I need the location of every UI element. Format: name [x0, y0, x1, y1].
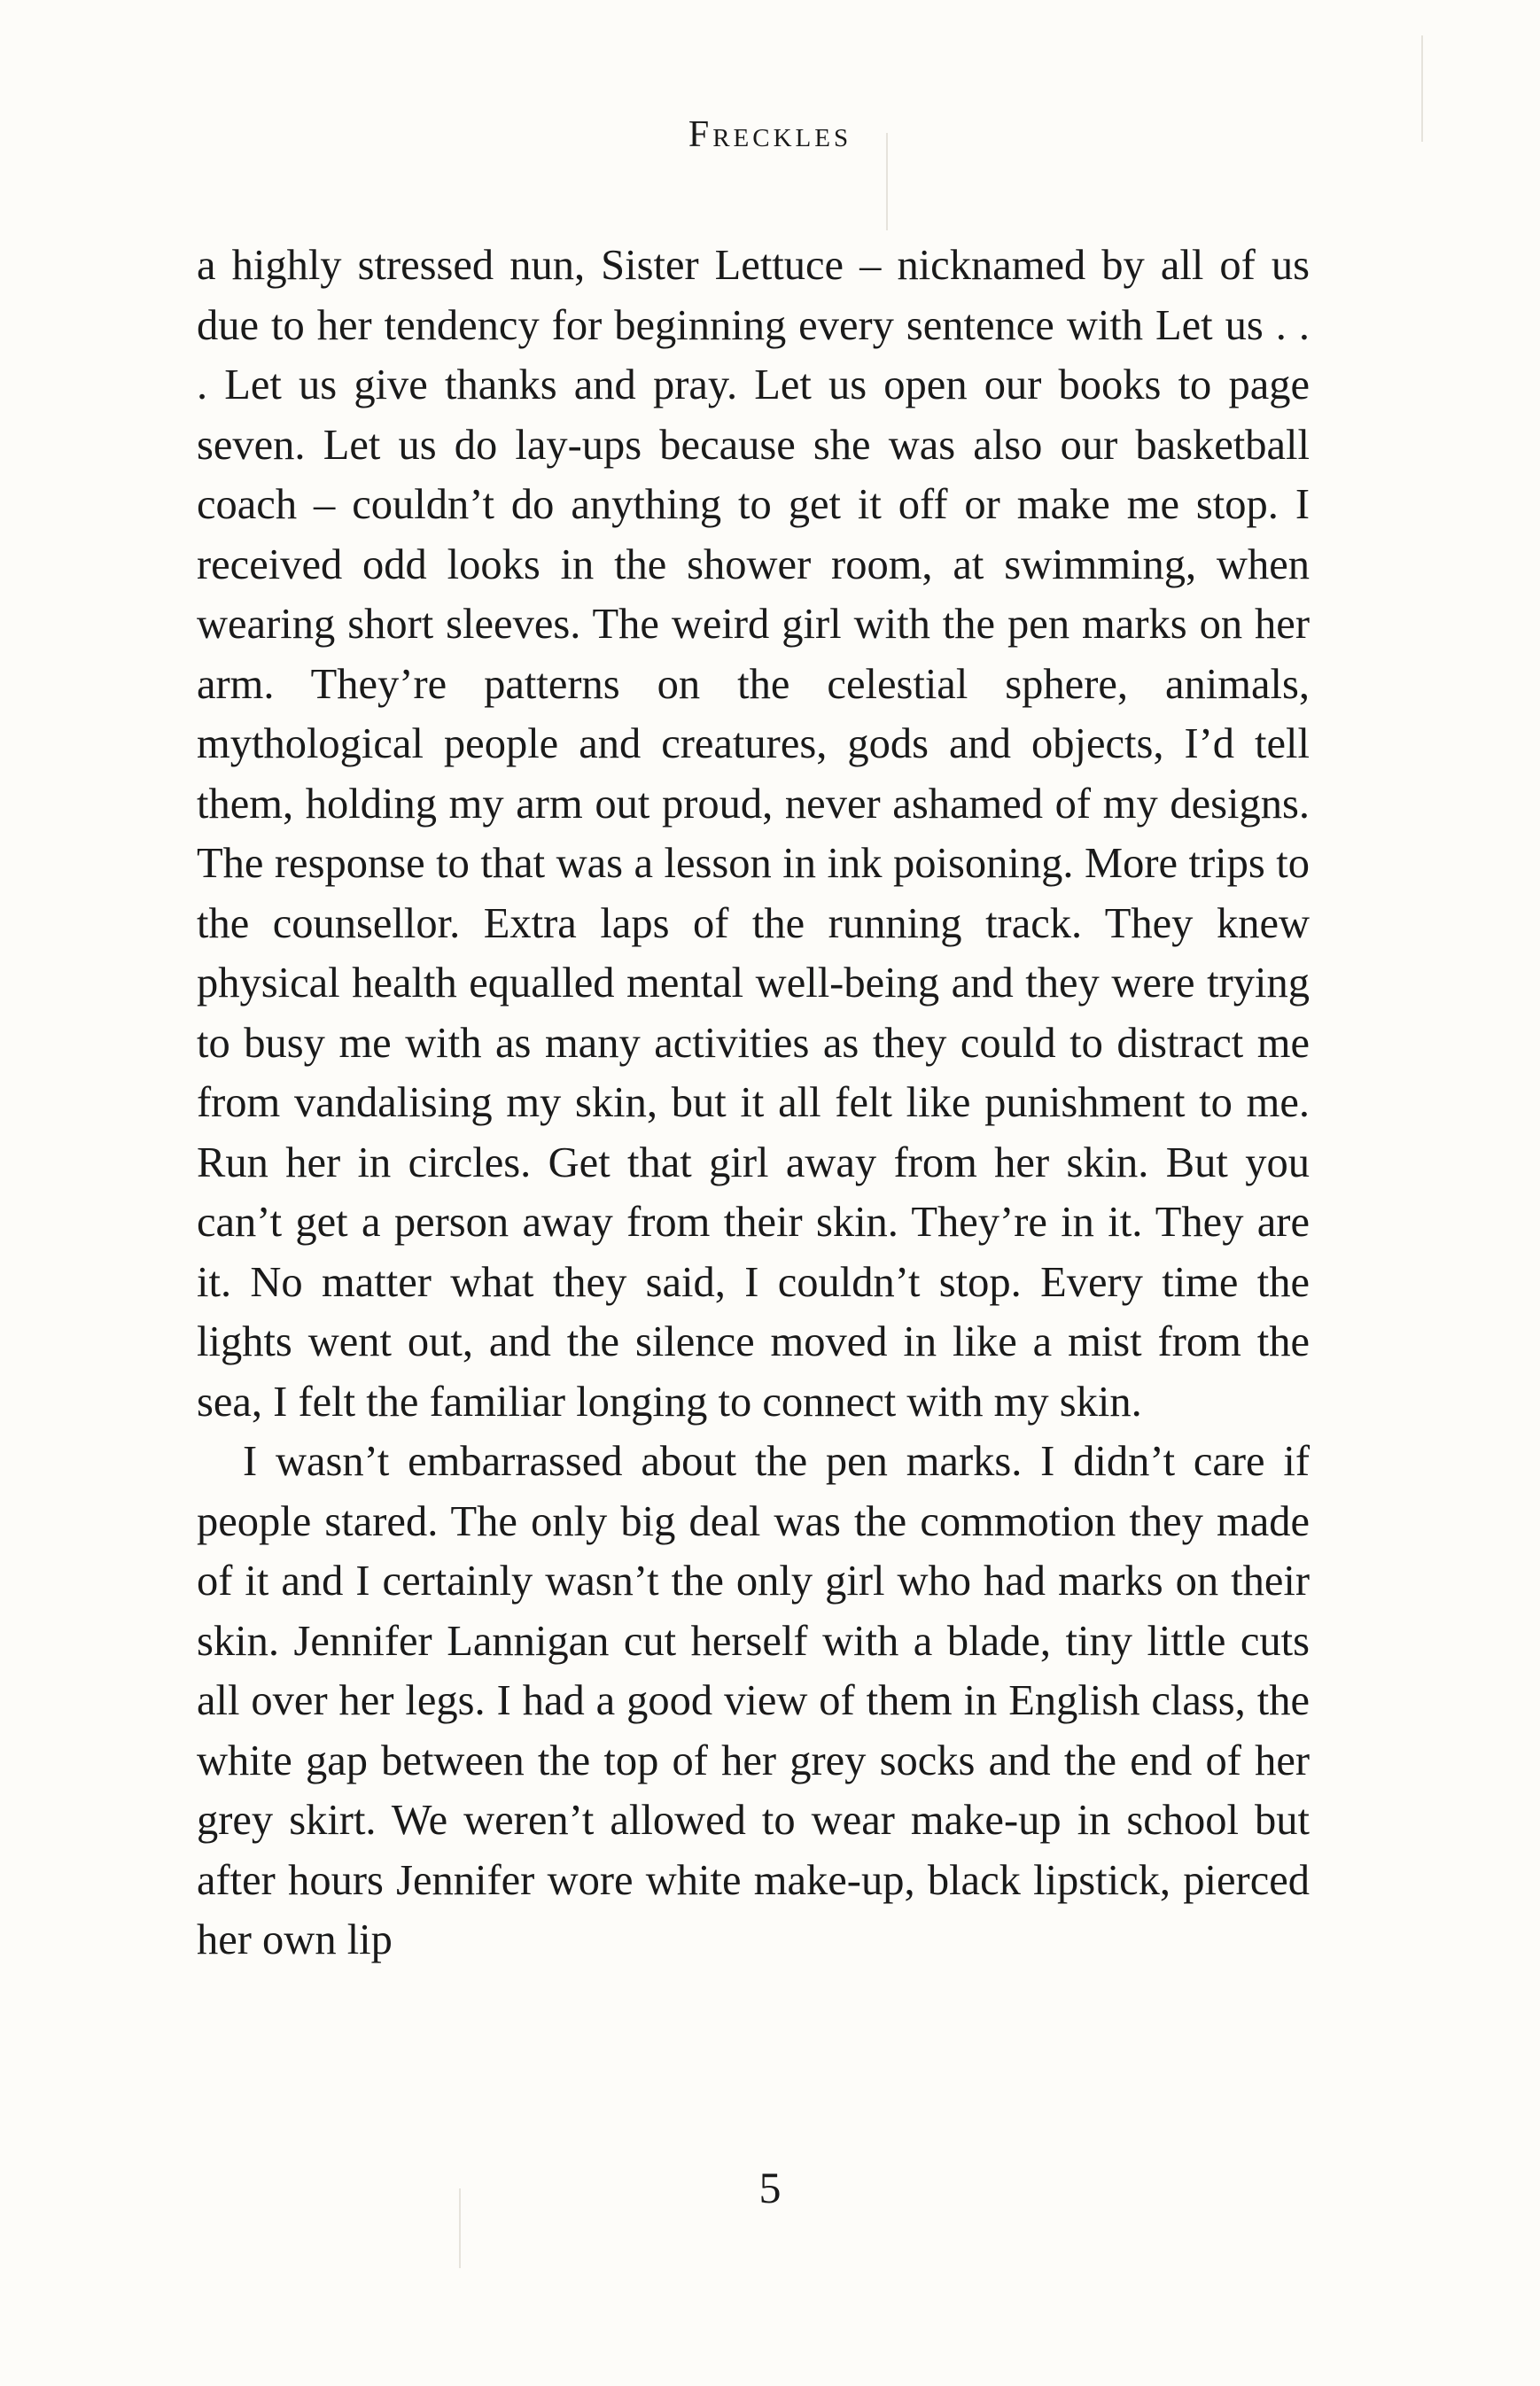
scan-mark	[459, 2188, 461, 2268]
body-text	[197, 236, 1310, 1970]
scan-mark	[1421, 35, 1423, 142]
running-head: Freckles	[688, 114, 852, 155]
page-number: 5	[758, 2163, 782, 2212]
scan-mark	[886, 133, 888, 230]
paragraph-1: a highly stressed nun, Sister Lettuce – nicknamed by all of us due to her tendency for beginning every sentence with Let us . . . Let us give thanks and pray. Let us open our books to page seven. Let us do lay-ups because she was also our basketball coach – couldn’t do anything to get it off or make me stop. I received odd looks in the shower room, at swimming, when wearing short sleeves. The weird girl with the pen marks on her arm. They’re patterns on the celestial sphere, animals, mythological people and creatures, gods and objects, I’d tell them, holding my arm out proud, never ashamed of my designs. The response to that was a lesson in ink poisoning. More trips to the counsellor. Extra laps of the running track. They knew physical health equalled mental well-being and they were trying to busy me with as many activities as they could to distract me from vandalising my skin, but it all felt like punishment to me. Run her in circles. Get that girl away from her skin. But you can’t get a person away from their skin. They’re in it. They are it. No matter what they said, I couldn’t stop. Every time the lights went out, and the silence moved in like a mist from the sea, I felt the familiar longing to connect with my skin.	[197, 242, 1310, 1426]
paragraph-2: I wasn’t embarrassed about the pen marks. I didn’t care if people stared. The only big deal was the commotion they made of it and I certainly wasn’t the only girl who had marks on their skin. Jennifer Lannigan cut herself with a blade, tiny little cuts all over her legs. I had a good view of them in English class, the white gap between the top of her grey socks and the end of her grey skirt. We weren’t allowed to wear make-up in school but after hours Jennifer wore white make-up, black lipstick, pierced her own lip	[197, 1438, 1310, 1963]
